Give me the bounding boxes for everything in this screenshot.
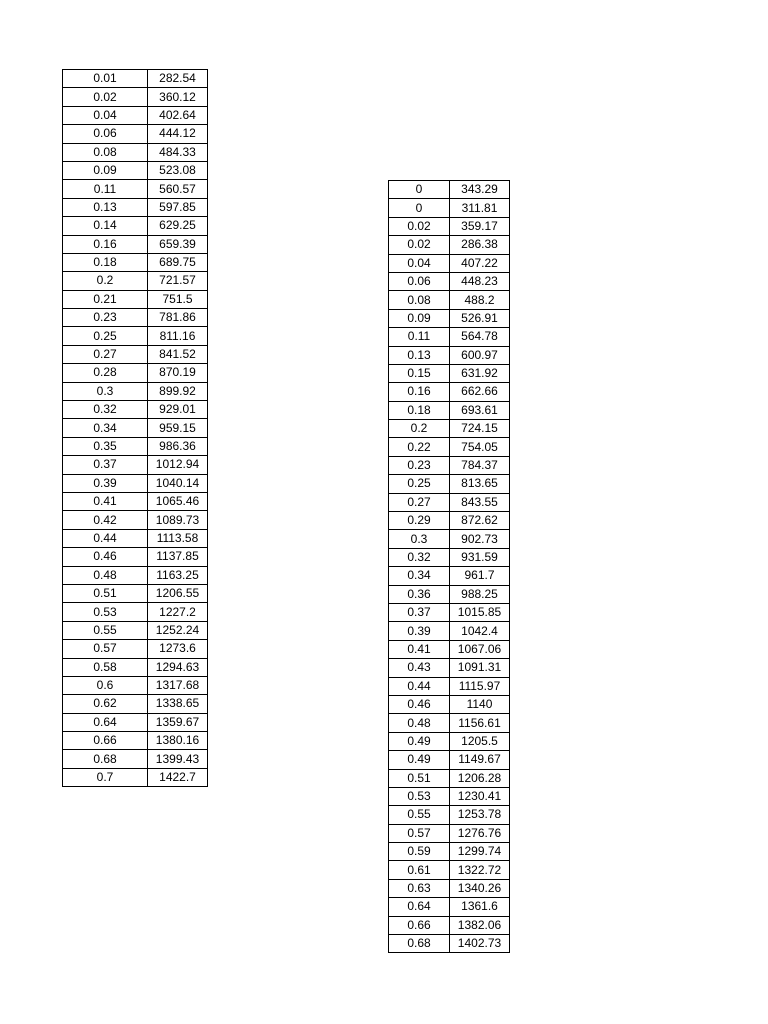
table-row: [389, 677, 510, 695]
cell-y-value[interactable]: 689.75: [148, 253, 208, 271]
cell-y-value[interactable]: 1230.41: [450, 787, 510, 805]
cell-x-value[interactable]: 0.49: [389, 751, 450, 769]
cell-x-value[interactable]: 0.18: [63, 253, 148, 271]
cell-x-value[interactable]: 0.48: [63, 566, 148, 584]
cell-x-value[interactable]: 0.14: [63, 217, 148, 235]
cell-y-value[interactable]: 1273.6: [148, 640, 208, 658]
cell-x-value[interactable]: 0.51: [389, 769, 450, 787]
cell-x-value[interactable]: 0.42: [63, 511, 148, 529]
cell-x-value[interactable]: 0: [389, 181, 450, 199]
table-row: [63, 768, 208, 786]
table-row: [389, 824, 510, 842]
table-row: [389, 438, 510, 456]
cell-x-value[interactable]: 0.58: [63, 658, 148, 676]
table-row: [63, 492, 208, 510]
table-row: [63, 217, 208, 235]
table-row: [63, 272, 208, 290]
cell-x-value[interactable]: 0.64: [389, 898, 450, 916]
table-row: [63, 235, 208, 253]
table-row: [389, 916, 510, 934]
cell-y-value[interactable]: 1227.2: [148, 603, 208, 621]
cell-x-value[interactable]: 0.63: [389, 879, 450, 897]
cell-x-value[interactable]: 0.44: [389, 677, 450, 695]
cell-y-value[interactable]: 899.92: [148, 382, 208, 400]
cell-y-value[interactable]: 1206.28: [450, 769, 510, 787]
cell-y-value[interactable]: 448.23: [450, 272, 510, 290]
cell-y-value[interactable]: 870.19: [148, 364, 208, 382]
cell-x-value[interactable]: 0.7: [63, 768, 148, 786]
table-row: [389, 879, 510, 897]
table-row: [389, 236, 510, 254]
table-row: [63, 125, 208, 143]
cell-y-value[interactable]: 402.64: [148, 106, 208, 124]
cell-x-value[interactable]: 0.35: [63, 437, 148, 455]
right-data-table: [388, 180, 510, 953]
table-row: [63, 640, 208, 658]
cell-x-value[interactable]: 0.23: [63, 309, 148, 327]
cell-y-value[interactable]: 629.25: [148, 217, 208, 235]
cell-y-value[interactable]: 1115.97: [450, 677, 510, 695]
cell-y-value[interactable]: 781.86: [148, 309, 208, 327]
left-data-table: [62, 69, 208, 787]
cell-x-value[interactable]: 0.61: [389, 861, 450, 879]
cell-x-value[interactable]: 0.57: [389, 824, 450, 842]
table-row: [389, 861, 510, 879]
table-row: [389, 512, 510, 530]
cell-y-value[interactable]: 872.62: [450, 512, 510, 530]
cell-y-value[interactable]: 360.12: [148, 88, 208, 106]
table-row: [389, 181, 510, 199]
cell-x-value[interactable]: 0.3: [389, 530, 450, 548]
cell-x-value[interactable]: 0.62: [63, 695, 148, 713]
table-row: [389, 199, 510, 217]
table-row: [63, 198, 208, 216]
cell-y-value[interactable]: 1340.26: [450, 879, 510, 897]
table-row: [63, 713, 208, 731]
cell-x-value[interactable]: 0.6: [63, 676, 148, 694]
cell-y-value[interactable]: 754.05: [450, 438, 510, 456]
cell-y-value[interactable]: 359.17: [450, 217, 510, 235]
cell-x-value[interactable]: 0.23: [389, 456, 450, 474]
table-row: [63, 88, 208, 106]
cell-y-value[interactable]: 811.16: [148, 327, 208, 345]
table-row: [389, 751, 510, 769]
cell-y-value[interactable]: 988.25: [450, 585, 510, 603]
cell-x-value[interactable]: 0.37: [63, 456, 148, 474]
table-row: [389, 935, 510, 953]
cell-x-value[interactable]: 0.53: [389, 787, 450, 805]
cell-x-value[interactable]: 0.08: [63, 143, 148, 161]
table-row: [63, 511, 208, 529]
table-row: [63, 456, 208, 474]
table-row: [63, 750, 208, 768]
cell-x-value[interactable]: 0.39: [63, 474, 148, 492]
table-row: [63, 309, 208, 327]
cell-x-value[interactable]: 0.68: [389, 935, 450, 953]
cell-x-value[interactable]: 0.53: [63, 603, 148, 621]
cell-x-value[interactable]: 0.68: [63, 750, 148, 768]
cell-x-value[interactable]: 0.27: [389, 493, 450, 511]
cell-x-value[interactable]: 0.11: [389, 328, 450, 346]
table-row: [63, 345, 208, 363]
table-row: [389, 217, 510, 235]
cell-x-value[interactable]: 0.39: [389, 622, 450, 640]
cell-x-value[interactable]: 0.09: [389, 309, 450, 327]
cell-y-value[interactable]: 1382.06: [450, 916, 510, 934]
cell-y-value[interactable]: 444.12: [148, 125, 208, 143]
cell-y-value[interactable]: 784.37: [450, 456, 510, 474]
cell-y-value[interactable]: 1113.58: [148, 529, 208, 547]
cell-x-value[interactable]: 0.27: [63, 345, 148, 363]
table-row: [389, 732, 510, 750]
cell-x-value[interactable]: 0.2: [389, 420, 450, 438]
table-row: [389, 567, 510, 585]
cell-y-value[interactable]: 1137.85: [148, 548, 208, 566]
cell-y-value[interactable]: 526.91: [450, 309, 510, 327]
cell-x-value[interactable]: 0.09: [63, 161, 148, 179]
table-row: [389, 622, 510, 640]
cell-y-value[interactable]: 1163.25: [148, 566, 208, 584]
cell-x-value[interactable]: 0.02: [389, 236, 450, 254]
cell-x-value[interactable]: 0.28: [63, 364, 148, 382]
cell-y-value[interactable]: 343.29: [450, 181, 510, 199]
cell-x-value[interactable]: 0.08: [389, 291, 450, 309]
cell-x-value[interactable]: 0.18: [389, 401, 450, 419]
table-row: [63, 621, 208, 639]
table-row: [389, 787, 510, 805]
table-row: [389, 254, 510, 272]
cell-y-value[interactable]: 961.7: [450, 567, 510, 585]
cell-x-value[interactable]: 0.34: [63, 419, 148, 437]
cell-x-value[interactable]: 0.55: [389, 806, 450, 824]
cell-y-value[interactable]: 631.92: [450, 364, 510, 382]
table-row: [63, 382, 208, 400]
table-row: [63, 695, 208, 713]
cell-y-value[interactable]: 1089.73: [148, 511, 208, 529]
table-row: [63, 732, 208, 750]
table-row: [63, 419, 208, 437]
table-row: [389, 420, 510, 438]
table-row: [389, 548, 510, 566]
cell-x-value[interactable]: 0.49: [389, 732, 450, 750]
cell-y-value[interactable]: 286.38: [450, 236, 510, 254]
cell-y-value[interactable]: 1317.68: [148, 676, 208, 694]
cell-y-value[interactable]: 1065.46: [148, 492, 208, 510]
cell-x-value[interactable]: 0.29: [389, 512, 450, 530]
cell-x-value[interactable]: 0.32: [63, 401, 148, 419]
table-row: [389, 346, 510, 364]
table-row: [389, 640, 510, 658]
cell-y-value[interactable]: 1422.7: [148, 768, 208, 786]
cell-x-value[interactable]: 0.25: [389, 475, 450, 493]
table-row: [389, 401, 510, 419]
cell-x-value[interactable]: 0.46: [63, 548, 148, 566]
cell-y-value[interactable]: 1091.31: [450, 659, 510, 677]
cell-x-value[interactable]: 0.15: [389, 364, 450, 382]
cell-y-value[interactable]: 1276.76: [450, 824, 510, 842]
cell-x-value[interactable]: 0.21: [63, 290, 148, 308]
table-row: [63, 676, 208, 694]
cell-y-value[interactable]: 1140: [450, 695, 510, 713]
table-row: [63, 180, 208, 198]
cell-x-value[interactable]: 0.13: [389, 346, 450, 364]
cell-y-value[interactable]: 1359.67: [148, 713, 208, 731]
cell-y-value[interactable]: 902.73: [450, 530, 510, 548]
cell-x-value[interactable]: 0.36: [389, 585, 450, 603]
table-row: [389, 603, 510, 621]
table-row: [63, 364, 208, 382]
table-row: [389, 364, 510, 382]
table-row: [389, 475, 510, 493]
cell-y-value[interactable]: 1361.6: [450, 898, 510, 916]
cell-y-value[interactable]: 724.15: [450, 420, 510, 438]
table-row: [63, 327, 208, 345]
cell-y-value[interactable]: 1294.63: [148, 658, 208, 676]
cell-x-value[interactable]: 0.06: [63, 125, 148, 143]
table-row: [389, 272, 510, 290]
table-row: [389, 530, 510, 548]
cell-y-value[interactable]: 1040.14: [148, 474, 208, 492]
cell-y-value[interactable]: 1253.78: [450, 806, 510, 824]
table-row: [389, 585, 510, 603]
table-row: [389, 659, 510, 677]
cell-x-value[interactable]: 0.02: [389, 217, 450, 235]
cell-y-value[interactable]: 1015.85: [450, 603, 510, 621]
cell-y-value[interactable]: 1205.5: [450, 732, 510, 750]
cell-y-value[interactable]: 1380.16: [148, 732, 208, 750]
cell-y-value[interactable]: 407.22: [450, 254, 510, 272]
cell-y-value[interactable]: 751.5: [148, 290, 208, 308]
table-row: [63, 548, 208, 566]
left-table-body: [63, 70, 208, 787]
cell-x-value[interactable]: 0.13: [63, 198, 148, 216]
cell-y-value[interactable]: 986.36: [148, 437, 208, 455]
table-row: [63, 566, 208, 584]
table-row: [63, 437, 208, 455]
cell-y-value[interactable]: 931.59: [450, 548, 510, 566]
cell-x-value[interactable]: 0.37: [389, 603, 450, 621]
cell-x-value[interactable]: 0.43: [389, 659, 450, 677]
cell-y-value[interactable]: 488.2: [450, 291, 510, 309]
cell-x-value[interactable]: 0.66: [63, 732, 148, 750]
cell-x-value[interactable]: 0.22: [389, 438, 450, 456]
cell-y-value[interactable]: 1067.06: [450, 640, 510, 658]
cell-y-value[interactable]: 1338.65: [148, 695, 208, 713]
cell-x-value[interactable]: 0.32: [389, 548, 450, 566]
cell-y-value[interactable]: 1012.94: [148, 456, 208, 474]
cell-x-value[interactable]: 0.44: [63, 529, 148, 547]
cell-x-value[interactable]: 0.57: [63, 640, 148, 658]
table-row: [63, 474, 208, 492]
table-row: [63, 290, 208, 308]
cell-x-value[interactable]: 0.2: [63, 272, 148, 290]
cell-y-value[interactable]: 693.61: [450, 401, 510, 419]
cell-y-value[interactable]: 721.57: [148, 272, 208, 290]
cell-x-value[interactable]: 0.66: [389, 916, 450, 934]
table-row: [389, 493, 510, 511]
cell-y-value[interactable]: 1322.72: [450, 861, 510, 879]
cell-y-value[interactable]: 311.81: [450, 199, 510, 217]
cell-x-value[interactable]: 0.34: [389, 567, 450, 585]
cell-x-value[interactable]: 0.11: [63, 180, 148, 198]
cell-x-value[interactable]: 0.25: [63, 327, 148, 345]
table-row: [63, 161, 208, 179]
cell-y-value[interactable]: 600.97: [450, 346, 510, 364]
table-row: [389, 769, 510, 787]
cell-x-value[interactable]: 0.06: [389, 272, 450, 290]
cell-x-value[interactable]: 0.46: [389, 695, 450, 713]
table-row: [389, 309, 510, 327]
table-row: [63, 584, 208, 602]
cell-x-value[interactable]: 0.3: [63, 382, 148, 400]
cell-y-value[interactable]: 597.85: [148, 198, 208, 216]
cell-x-value[interactable]: 0.55: [63, 621, 148, 639]
cell-y-value[interactable]: 1299.74: [450, 843, 510, 861]
table-row: [389, 695, 510, 713]
cell-y-value[interactable]: 523.08: [148, 161, 208, 179]
table-row: [63, 658, 208, 676]
cell-x-value[interactable]: 0.41: [63, 492, 148, 510]
right-table-body: [389, 181, 510, 953]
cell-x-value[interactable]: 0.16: [389, 383, 450, 401]
cell-y-value[interactable]: 662.66: [450, 383, 510, 401]
table-row: [389, 456, 510, 474]
table-row: [389, 328, 510, 346]
table-row: [63, 603, 208, 621]
table-row: [63, 70, 208, 88]
table-row: [63, 401, 208, 419]
table-row: [63, 529, 208, 547]
table-row: [389, 383, 510, 401]
cell-x-value[interactable]: 0.51: [63, 584, 148, 602]
table-row: [63, 106, 208, 124]
cell-y-value[interactable]: 1042.4: [450, 622, 510, 640]
cell-y-value[interactable]: 843.55: [450, 493, 510, 511]
cell-x-value[interactable]: 0.01: [63, 70, 148, 88]
cell-x-value[interactable]: 0.59: [389, 843, 450, 861]
cell-x-value[interactable]: 0.04: [389, 254, 450, 272]
cell-y-value[interactable]: 1149.67: [450, 751, 510, 769]
table-row: [63, 143, 208, 161]
cell-y-value[interactable]: 484.33: [148, 143, 208, 161]
cell-y-value[interactable]: 282.54: [148, 70, 208, 88]
table-row: [389, 291, 510, 309]
cell-x-value[interactable]: 0.41: [389, 640, 450, 658]
table-row: [389, 843, 510, 861]
cell-x-value[interactable]: 0.48: [389, 714, 450, 732]
table-row: [389, 806, 510, 824]
cell-y-value[interactable]: 813.65: [450, 475, 510, 493]
cell-x-value[interactable]: 0.04: [63, 106, 148, 124]
table-row: [389, 714, 510, 732]
cell-y-value[interactable]: 659.39: [148, 235, 208, 253]
cell-y-value[interactable]: 1402.73: [450, 935, 510, 953]
cell-y-value[interactable]: 1206.55: [148, 584, 208, 602]
cell-y-value[interactable]: 929.01: [148, 401, 208, 419]
table-row: [63, 253, 208, 271]
cell-y-value[interactable]: 841.52: [148, 345, 208, 363]
cell-x-value[interactable]: 0.16: [63, 235, 148, 253]
cell-x-value[interactable]: 0.64: [63, 713, 148, 731]
cell-y-value[interactable]: 1156.61: [450, 714, 510, 732]
cell-y-value[interactable]: 564.78: [450, 328, 510, 346]
cell-x-value[interactable]: 0.02: [63, 88, 148, 106]
cell-y-value[interactable]: 560.57: [148, 180, 208, 198]
cell-y-value[interactable]: 1252.24: [148, 621, 208, 639]
cell-x-value[interactable]: 0: [389, 199, 450, 217]
cell-y-value[interactable]: 1399.43: [148, 750, 208, 768]
table-row: [389, 898, 510, 916]
cell-y-value[interactable]: 959.15: [148, 419, 208, 437]
